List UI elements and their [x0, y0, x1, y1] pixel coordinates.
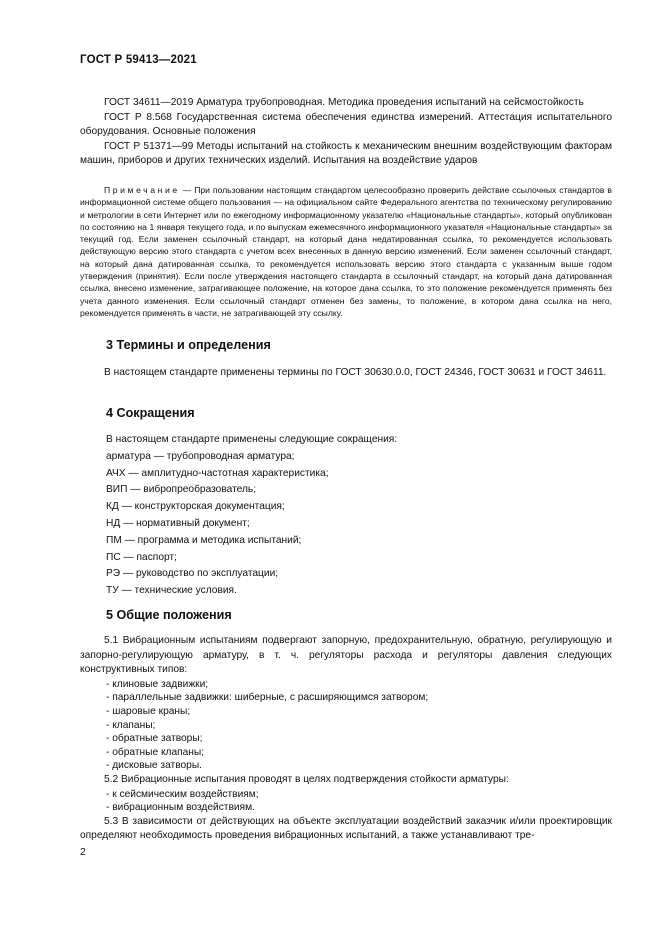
- abbreviation-item: НД — нормативный документ;: [106, 517, 250, 529]
- valve-type-item: - обратные клапаны;: [106, 746, 205, 758]
- section-3-title: 3 Термины и определения: [106, 338, 271, 352]
- abbreviation-item: ПМ — программа и методика испытаний;: [106, 534, 302, 546]
- abbreviation-item: АЧХ — амплитудно-частотная характеристика;: [106, 467, 329, 479]
- abbreviation-item: ПС — паспорт;: [106, 551, 177, 563]
- document-header: ГОСТ Р 59413—2021: [80, 54, 197, 66]
- abbreviation-item: ВИП — вибропреобразователь;: [106, 484, 257, 496]
- valve-type-item: - клапаны;: [106, 719, 156, 731]
- abbreviation-item: арматура — трубопроводная арматура;: [106, 450, 295, 462]
- section-3-text: В настоящем стандарте применены термины по ГОСТ 30630.0.0, ГОСТ 24346, ГОСТ 30631 и ГОСТ 34611.: [104, 367, 607, 378]
- section-5-body: [80, 634, 612, 844]
- section-3-body: [80, 366, 612, 381]
- page-number: 2: [80, 846, 86, 858]
- abbreviation-item: РЭ — руководство по эксплуатации;: [106, 568, 279, 580]
- abbreviations-list: [80, 432, 612, 600]
- section-5-title: 5 Общие положения: [106, 608, 232, 622]
- reference-item: ГОСТ Р 8.568 Государственная система обеспечения единства измерений. Аттестация испытательного оборудования. Основные положения: [80, 111, 612, 138]
- reference-item: ГОСТ Р 51371—99 Методы испытаний на стойкость к механическим внешним воздействующим факторам машин, приборов и других технических изделий. Испытания на воздействие ударов: [80, 140, 612, 167]
- abbreviation-item: ТУ — технические условия.: [106, 585, 237, 597]
- valve-type-item: - параллельные задвижки: шиберные, с расширяющимся затвором;: [106, 692, 429, 704]
- clause-5-3: 5.3 В зависимости от действующих на объекте эксплуатации воздействий заказчик и/или проектировщик определяют необходимость проведения вибрационных испытаний, а также устанавливают тре-: [80, 815, 612, 842]
- clause-5-1: 5.1 Вибрационным испытаниям подвергают запорную, предохранительную, обратную, регулирующую и запорно-регулирующую арматуру, в т. ч. регуляторы расхода и регуляторы давления следующих конструктивных типов:: [80, 635, 612, 676]
- test-purpose-item: - к сейсмическим воздействиям;: [106, 788, 259, 800]
- clause-5-2: 5.2 Вибрационные испытания проводят в целях подтверждения стойкости арматуры:: [104, 773, 509, 785]
- normative-references: [80, 96, 612, 169]
- reference-item: ГОСТ 34611—2019 Арматура трубопроводная. Методика проведения испытаний на сейсмостойкость: [104, 97, 584, 108]
- abbreviations-intro: В настоящем стандарте применены следующие сокращения:: [106, 434, 398, 445]
- valve-type-item: - клиновые задвижки;: [106, 678, 209, 690]
- note-paragraph: [80, 184, 612, 319]
- valve-type-item: - обратные затворы;: [106, 733, 203, 745]
- note-text: — При пользовании настоящим стандартом целесообразно проверить действие ссылочных стандартов в информационной системе общего пользования — на официальном сайте Федерального агентства по техническому регулированию и метрологии в сети Интернет или по ежегодному информационному указателю «Национальные стандарты», который опубликован по состоянию на 1 января текущего года, и по выпускам ежемесячного информационного указателя «Национальные стандарты» за текущий год. Если заменен ссылочный стандарт, на который дана недатированная ссылка, то рекомендуется использовать действующую версию этого стандарта с учетом всех внесенных в данную версию изменений. Если заменен ссылочный стандарт, на который дана датированная ссылка, то рекомендуется использовать версию этого стандарта с указанным выше годом утверждения (принятия). Если после утверждения настоящего стандарта в ссылочный стандарт, на который дана датированная ссылка, внесено изменение, затрагивающее положение, на которое дана ссылка, то это положение рекомендуется применять без учета данного изменения. Если ссылочный стандарт отменен без замены, то положение, в котором дана ссылка на него, рекомендуется применять в части, не затрагивающей эту ссылку.: [80, 185, 612, 318]
- note-block: [80, 184, 612, 319]
- test-purpose-item: - вибрационным воздействиям.: [106, 802, 255, 814]
- valve-type-item: - дисковые затворы.: [106, 760, 202, 772]
- note-label: Примечание: [104, 185, 180, 195]
- valve-type-item: - шаровые краны;: [106, 705, 191, 717]
- abbreviation-item: КД — конструкторская документация;: [106, 501, 285, 513]
- section-4-title: 4 Сокращения: [106, 406, 195, 420]
